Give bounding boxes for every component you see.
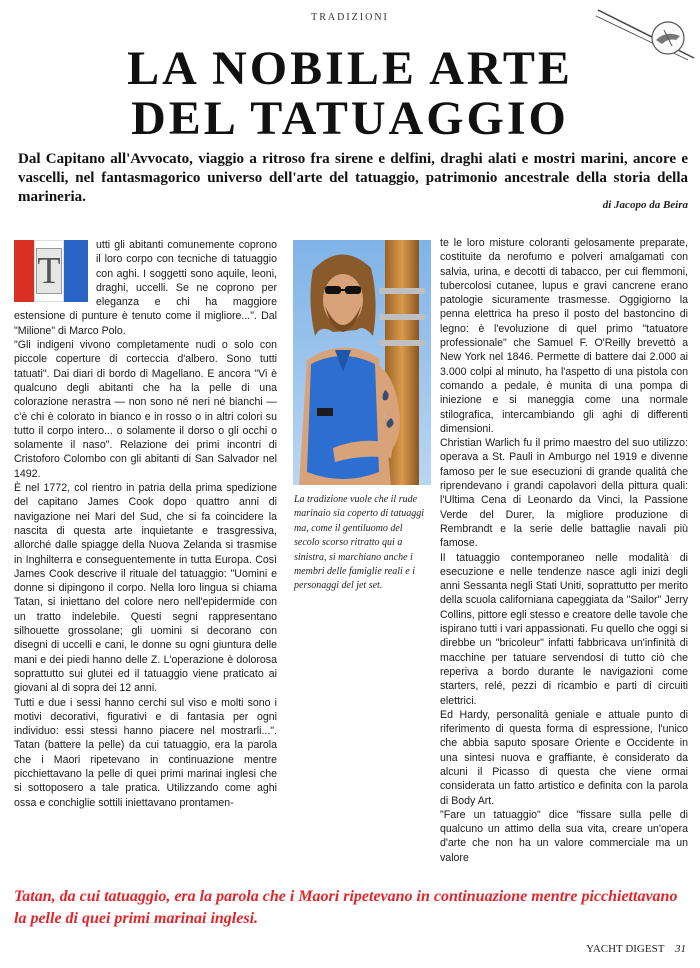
paragraph: Il tatuaggio contemporaneo nelle modalità di esecuzione e nelle tendenze nasce agli inizi degli anni Sessanta negli Stati Uniti, soprattutto per merito della scuola californiana capeggiata da "Sailor" Jerry Collins, pittore egli stesso e creatore delle tavole che ispirano tutti i vari appassionati. Fu quello che oggi si direbbe un "bricoleur" infatti fabbricava un'infinità di macchine per tatuare servendosi di tutto ciò che reperiva a bordo durante le navigazioni come starters, relé, pezzi di ricambio e parti di circuiti elettrici. (440, 551, 688, 707)
dropcap-blue-band (64, 240, 88, 302)
paragraph: Ed Hardy, personalità geniale e attuale punto di riferimento di questa forma di espressione, l'unico che abbia saputo sposare Oriente e Occidente in una sintesi nuova e graffiante, è considerato da alcuni il Picasso di questa che viene ormai considerata un fatto artistico e definita con la parola di Body Art. (440, 708, 688, 807)
column-right (440, 236, 688, 886)
dropcap-red-band (14, 240, 34, 302)
section-label: TRADIZIONI (311, 12, 389, 23)
paragraph: Christian Warlich fu il primo maestro del suo utilizzo: operava a St. Pauli in Amburgo nel 1919 e divenne famoso per le sue esecuzioni di grande qualità che riprendevano i grandi capolavori della pittura quali: l'Ultima Cena di Leonardo da Vinci, la Passione Verde del Durer, la migliore produzione di Rembrandt e la serie delle battaglie navali più famose. (440, 437, 688, 550)
paragraph: te le loro misture coloranti gelosamente preparate, costituite da nerofumo e polveri amalgamati con salvia, urina, e decotti di tabacco, per cui flemmoni, tubercolosi cutanee, lupus e gravi cancrene erano patologie sicuramente trasmesse. Oggigiorno la penna elettrica ha preso il posto del bastoncino di legno: è l'evoluzione di quel primo "tatuatore professionale" che Samuel F. O'Reilly brevettò a New York nel 1846. Permette di battere dai 2.000 ai 3.000 colpi al minuto, ha l'aspetto di una pistola con comando a pedale, è munita di una pompa di iniezione e si maneggia come una normale stilografica, intercambiando gli aghi di differenti dimensioni. (440, 237, 688, 435)
title-line-1: LA NOBILE ARTE (127, 42, 573, 95)
column-left (14, 238, 277, 888)
page-footer (586, 943, 686, 955)
photo-caption: La tradizione vuole che il rude marinaio sia coperto di tatuaggi ma, come il gentiluomo del secolo scorso ritratto qui a sinistra, si marchiano anche i membri delle famiglie reali e i personaggi del jet set. (294, 494, 424, 592)
page-number: 31 (675, 943, 686, 955)
dropcap-letter: T (37, 250, 61, 292)
article-title (0, 44, 700, 144)
title-line-2: DEL TATUAGGIO (131, 92, 569, 145)
pull-quote: Tatan, da cui tatuaggio, era la parola che i Maori ripetevano in continuazione mentre picchiettavano la pelle di quei primi marinai inglesi. (14, 888, 678, 927)
paragraph: Tutti e due i sessi hanno cerchi sul viso e molti sono i motivi decorativi, figurativi e di fantasia per ogni individuo: essi stessi hanno piacere nel mostrarli...". Tatan (battere la pelle) da cui tatuaggio, era la parola che i Maori ripetevano in continuazione mentre picchiettavano la pelle di quei primi marinai inglesi che si sottoposero a tale pratica. Utilizzando come aghi ossa e conchiglie sottili iniettavano prontamen- (14, 696, 277, 809)
paragraph: "Fare un tatuaggio" dice "fissare sulla pelle di qualcuno un attimo della sua vita, creare un'opera d'arte che non ha un valore commerciale ma un valore (440, 808, 688, 864)
dropcap (14, 240, 88, 302)
byline: di Jacopo da Beira (602, 199, 688, 211)
standfirst: Dal Capitano all'Avvocato, viaggio a ritroso fra sirene e delfini, draghi alati e mostri marini, ancore e vascelli, nel fantasmagorico universo dell'arte del tatuaggio, patrimonio ancestrale della storia della marineria. (18, 151, 688, 205)
magazine-name: YACHT DIGEST (586, 943, 665, 955)
paragraph: utti gli abitanti comunemente coprono il loro corpo con tecniche di tatuaggio con aghi. I soggetti sono aquile, leoni, draghi, uccelli. Se ne coprono per eleganza e chi ha maggiore estensione di punture è tenuto come il migliore...". Dal "Milione" di Marco Polo. (14, 239, 277, 337)
paragraph: "Gli indigeni vivono completamente nudi o solo con piccole coperture di corteccia d'albero. Sono tutti tatuati". Dai diari di bordo di Magellano. E ancora "Vi è qualcuno degli abitanti che ha la pelle di una colorazione nerastra — non sono né neri né bianchi — c'è chi è colorato in bianco e in rosso o in altri colori su tutto il corpo intero... o solamente il dorso o gli occhi o solamente il naso". Relazione dei primi incontri di Cristoforo Colombo con gli abitanti di San Salvador nel 1492. (14, 339, 277, 480)
paragraph: È nel 1772, col rientro in patria della prima spedizione del capitano James Cook dopo quattro anni di navigazione nei Mari del Sud, che si fa coincidere la nascita di questa arte inquietante e trasgressiva, allorché dalle spiagge della Nuova Zelanda si trasmise in Inghilterra e conseguentemente in tutta Europa. Così James Cook descrive il rituale del tatuaggio: "Uomini e donne si dipingono il corpo. Nella loro lingua si chiama Tatan, si iniettano del colore nero nell'epidermide con un tratto indelebile. Questi segni rappresentano silhouette grossolane; gli uomini si decorano con disegni di uccelli e cani, le donne su ogni giuntura delle mani e dei piedi hanno delle Z. L'operazione è dolorosa soprattutto sui glutei ed il tatuaggio viene praticato ai giovani al di sopra dei 12 anni. (14, 482, 277, 695)
sailor-photo (293, 240, 431, 485)
